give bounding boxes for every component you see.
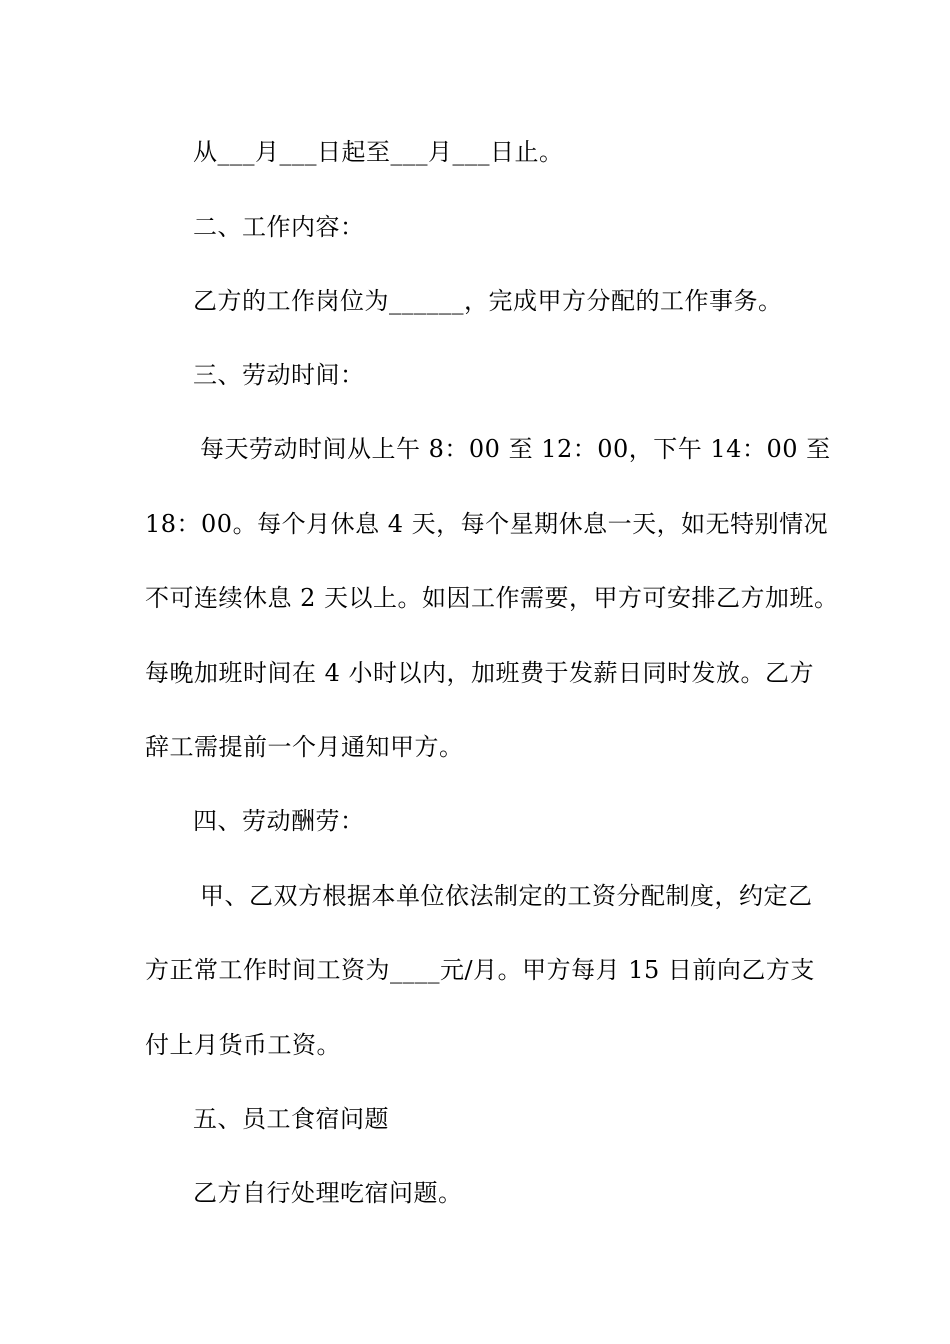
work-hours-line-5: 辞工需提前一个月通知甲方。 xyxy=(145,733,464,761)
section-heading-remuneration: 四、劳动酬劳： xyxy=(193,807,365,835)
section-heading-work-hours: 三、劳动时间： xyxy=(193,361,365,389)
food-lodging-line: 乙方自行处理吃宿问题。 xyxy=(193,1179,463,1207)
period-line: 从___月___日起至___月___日止。 xyxy=(193,138,564,166)
work-position-line: 乙方的工作岗位为______，完成甲方分配的工作事务。 xyxy=(193,287,783,315)
section-heading-work-content: 二、工作内容： xyxy=(193,213,365,241)
remuneration-line-1: 甲、乙双方根据本单位依法制定的工资分配制度，约定乙 xyxy=(200,882,813,910)
work-hours-line-1: 每天劳动时间从上午 8：00 至 12：00，下午 14：00 至 xyxy=(200,435,831,463)
remuneration-line-2: 方正常工作时间工资为____元/月。甲方每月 15 日前向乙方支 xyxy=(145,956,815,984)
section-heading-food-lodging: 五、员工食宿问题 xyxy=(193,1105,389,1133)
remuneration-line-3: 付上月货币工资。 xyxy=(145,1031,341,1059)
work-hours-line-3: 不可连续休息 2 天以上。如因工作需要，甲方可安排乙方加班。 xyxy=(145,584,839,612)
work-hours-line-2: 18：00。每个月休息 4 天，每个星期休息一天，如无特别情况 xyxy=(145,510,829,538)
work-hours-line-4: 每晚加班时间在 4 小时以内，加班费于发薪日同时发放。乙方 xyxy=(145,659,815,687)
